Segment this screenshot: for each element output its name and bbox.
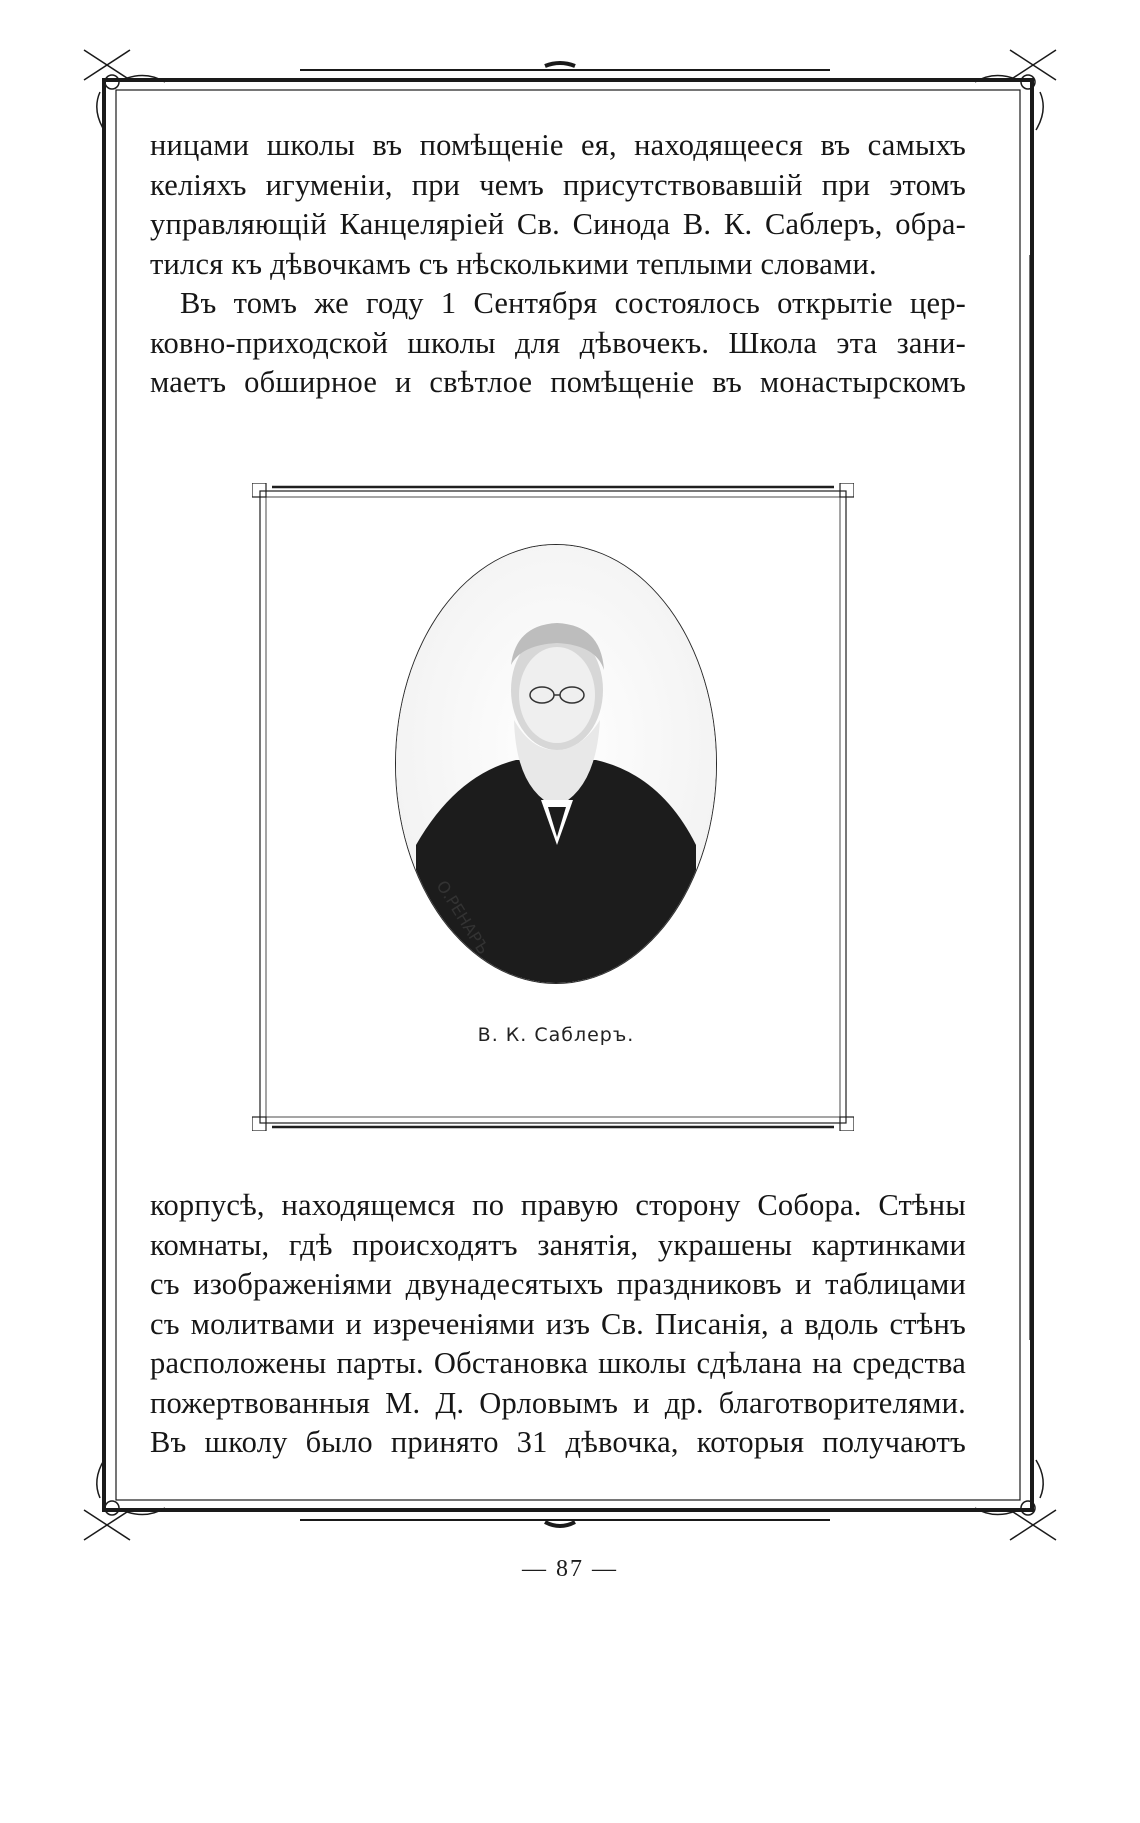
text-line: Въ школу было принято 31 дѣвочка, которыя получаютъ: [150, 1425, 966, 1459]
body-text-bottom: [150, 1186, 966, 1463]
portrait-caption: В. К. Саблеръ.: [477, 1024, 635, 1046]
text-line: управляющій Канцеляріей Св. Синода В. К. Саблеръ, обра-: [150, 207, 966, 241]
text-line: маетъ обширное и свѣтлое помѣщеніе въ монастырскомъ: [150, 365, 966, 399]
photographer-mark: О.РЕНАРЪ: [432, 877, 493, 958]
text-line: расположены парты. Обстановка школы сдѣлана на средства: [150, 1346, 966, 1380]
text-line: келіяхъ игуменіи, при чемъ присутствовавшій при этомъ: [150, 167, 966, 202]
text-line: корпусѣ, находящемся по правую сторону Собора. Стѣны: [150, 1188, 966, 1222]
page-number: — 87 —: [522, 1556, 618, 1582]
text-line: съ изображеніями двунадесятыхъ праздниковъ и таблицами: [150, 1267, 966, 1301]
portrait-illustration: [396, 545, 717, 984]
text-line: ницами школы въ помѣщеніе ея, находящееся въ самыхъ: [150, 128, 966, 162]
text-line: тился къ дѣвочкамъ съ нѣсколькими теплыми словами.: [150, 246, 877, 281]
text-line: Въ томъ же году 1 Сентября состоялось открытіе цер-: [180, 286, 966, 320]
portrait-photo: [395, 544, 717, 984]
text-line: комнаты, гдѣ происходятъ занятія, украшены картинками: [150, 1227, 966, 1262]
text-line: съ молитвами и изреченіями изъ Св. Писанія, а вдоль стѣнъ: [150, 1306, 966, 1341]
body-text-top: [150, 126, 966, 403]
text-line: ковно-приходской школы для дѣвочекъ. Школа эта зани-: [150, 325, 966, 360]
text-line: пожертвованныя М. Д. Орловымъ и др. благотворителями.: [150, 1385, 966, 1420]
